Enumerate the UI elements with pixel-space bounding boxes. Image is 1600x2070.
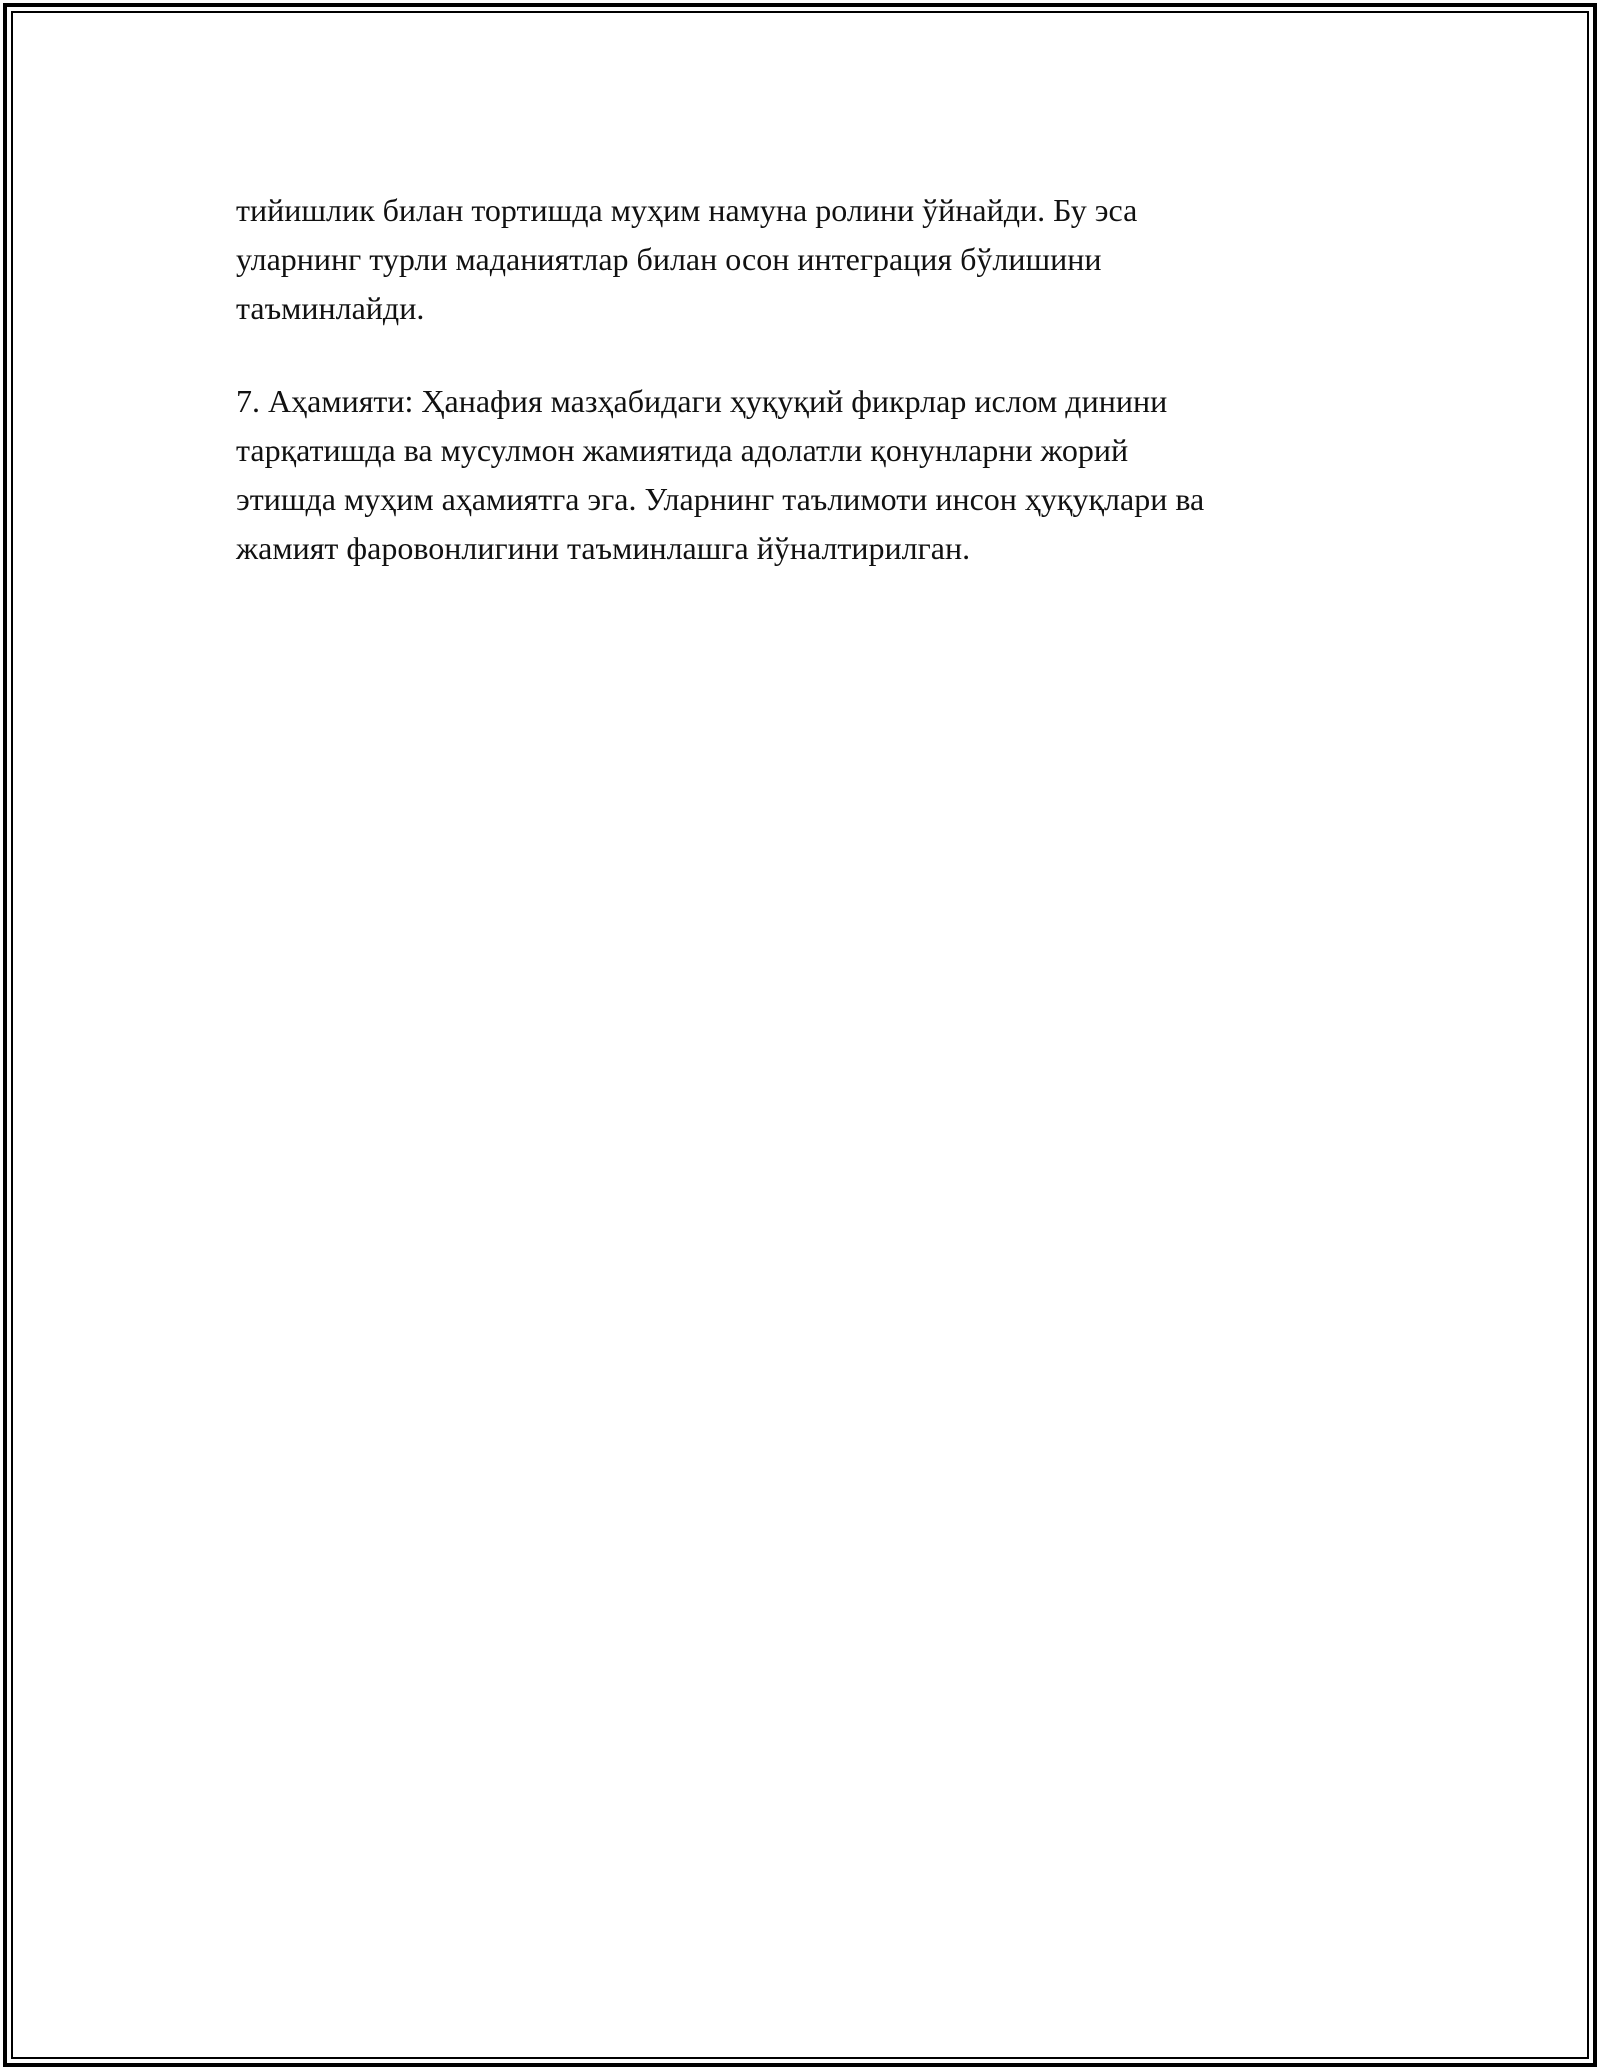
paragraph-importance: 7. Аҳамияти: Ҳанафия мазҳабидаги ҳуқуқий фикрлар ислом динини тарқатишда ва мусулмон жамиятида адолатли қонунларни жорий этишда муҳим аҳамиятга эга. Уларнинг таълимоти инсон ҳуқуқлари ва жамият фаровонлигини таъминлашга йўналтирилган.: [236, 383, 1205, 566]
document-body: [236, 186, 1396, 573]
paragraph-continuation: тийишлик билан тортишда муҳим намуна ролини ўйнайди. Бу эса уларнинг турли маданиятлар билан осон интеграция бўлишини таъминлайди.: [236, 192, 1138, 326]
